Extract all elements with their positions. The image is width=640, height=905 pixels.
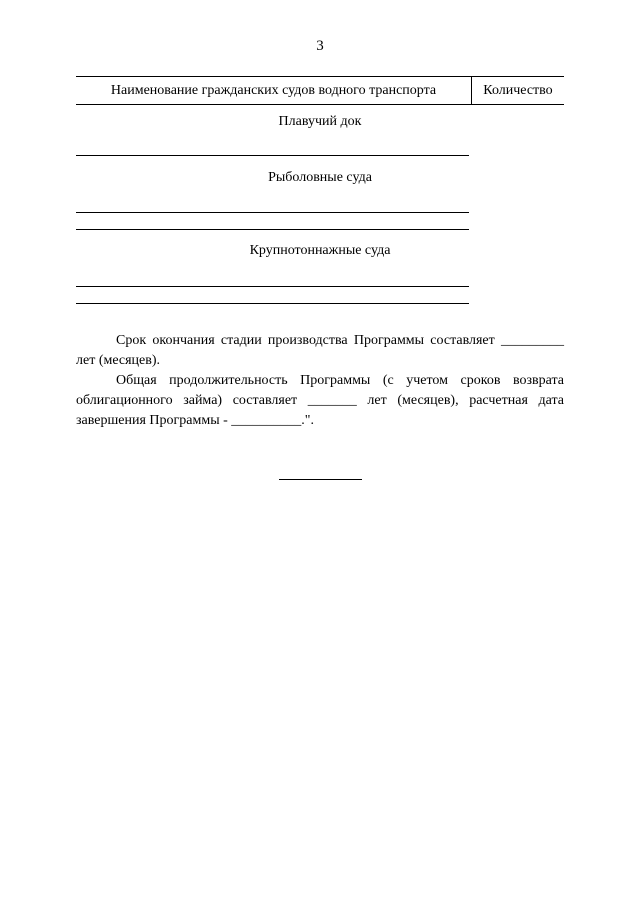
column-header-quantity: Количество [483, 83, 553, 98]
section-title-floating-dock: Плавучий док [278, 114, 362, 129]
section-title-large-vessels: Крупнотоннажные суда [249, 243, 391, 258]
fill-line [76, 155, 469, 156]
vessels-table-header [76, 76, 564, 105]
paragraph-production-term: Срок окончания стадии производства Программы составляет _________ лет (месяцев). [76, 333, 564, 368]
paragraph-program-duration: Общая продолжительность Программы (с учетом сроков возврата облигационного займа) составляет _______ лет (месяцев), расчетная дата завершения Программы - __________.". [76, 373, 564, 428]
end-of-document-line [279, 479, 362, 480]
fill-line [76, 229, 469, 230]
fill-line [76, 212, 469, 213]
section-title-fishing-vessels: Рыболовные суда [268, 170, 372, 185]
fill-line [76, 303, 469, 304]
page-number: 3 [316, 38, 324, 54]
fill-line [76, 286, 469, 287]
column-header-vessel-name: Наименование гражданских судов водного транспорта [76, 77, 472, 104]
